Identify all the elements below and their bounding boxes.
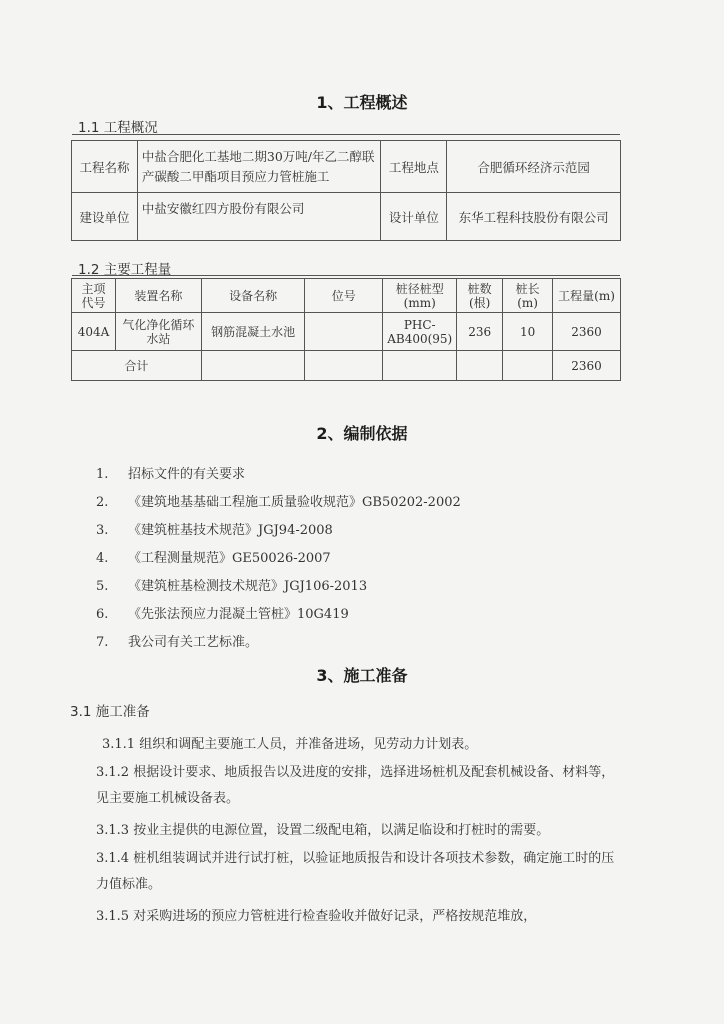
section-2-title: 2、编制依据 xyxy=(316,424,408,443)
cell-code: 404A xyxy=(72,313,116,351)
paragraph-3-1-4: 3.1.4 桩机组装调试并进行试打桩，以验证地质报告和设计各项技术参数，确定施工时的压力值标准。 xyxy=(96,851,615,892)
table-header-row xyxy=(72,279,621,313)
empty-cell xyxy=(503,351,553,381)
project-name-value: 中盐合肥化工基地二期30万吨/年乙二醇联产碳酸二甲酯项目预应力管桩施工 xyxy=(137,141,381,193)
cell-pile-count: 236 xyxy=(457,313,503,351)
empty-cell xyxy=(383,351,457,381)
cell-pile-type: PHC-AB400(95) xyxy=(383,313,457,351)
header-cell: 桩径桩型(mm) xyxy=(383,279,457,313)
total-value: 2360 xyxy=(553,351,621,381)
subsection-rule xyxy=(72,275,620,276)
subsection-1-1-title: 1.1 工程概况 xyxy=(78,120,158,136)
section-1-title: 1、工程概述 xyxy=(316,93,408,112)
empty-cell xyxy=(457,351,503,381)
paragraph-3-1-1: 3.1.1 组织和调配主要施工人员，并准备进场，见劳动力计划表。 xyxy=(102,737,478,752)
subsection-1-2-title: 1.2 主要工程量 xyxy=(78,262,172,278)
subsection-3-1-title: 3.1 施工准备 xyxy=(70,704,150,720)
cell-quantity: 2360 xyxy=(553,313,621,351)
paragraph-3-1-2: 3.1.2 根据设计要求、地质报告以及进度的安排，选择进场桩机及配套机械设备、材料等，见主要施工机械设备表。 xyxy=(96,765,615,806)
list-item: 4. 《工程测量规范》GE50026-2007 xyxy=(96,551,331,566)
header-cell: 主项代号 xyxy=(72,279,116,313)
table-row xyxy=(72,313,621,351)
project-overview-table xyxy=(71,140,621,241)
header-cell: 桩数(根) xyxy=(457,279,503,313)
header-cell: 装置名称 xyxy=(115,279,201,313)
builder-label: 建设单位 xyxy=(72,193,138,241)
project-name-label: 工程名称 xyxy=(72,141,138,193)
table-total-row xyxy=(72,351,621,381)
total-label: 合计 xyxy=(72,351,202,381)
header-cell: 桩长(m) xyxy=(503,279,553,313)
designer-value: 东华工程科技股份有限公司 xyxy=(447,193,621,241)
header-cell: 设备名称 xyxy=(201,279,305,313)
list-item: 7. 我公司有关工艺标准。 xyxy=(96,635,259,650)
list-item: 6. 《先张法预应力混凝土管桩》10G419 xyxy=(96,607,349,622)
main-quantities-table xyxy=(71,278,621,381)
location-label: 工程地点 xyxy=(381,141,447,193)
subsection-rule xyxy=(72,134,620,135)
designer-label: 设计单位 xyxy=(381,193,447,241)
list-item: 3. 《建筑桩基技术规范》JGJ94-2008 xyxy=(96,523,333,538)
paragraph-3-1-5: 3.1.5 对采购进场的预应力管桩进行检查验收并做好记录，严格按规范堆放， xyxy=(96,909,537,924)
list-item: 5. 《建筑桩基检测技术规范》JGJ106-2013 xyxy=(96,579,368,594)
empty-cell xyxy=(201,351,305,381)
location-value: 合肥循环经济示范园 xyxy=(447,141,621,193)
section-3-title: 3、施工准备 xyxy=(316,666,408,685)
builder-value: 中盐安徽红四方股份有限公司 xyxy=(137,193,381,241)
list-item: 2. 《建筑地基基础工程施工质量验收规范》GB50202-2002 xyxy=(96,495,461,510)
header-cell: 位号 xyxy=(305,279,383,313)
cell-equipment-name: 钢筋混凝土水池 xyxy=(201,313,305,351)
list-item: 1. 招标文件的有关要求 xyxy=(96,467,246,482)
cell-tag-no xyxy=(305,313,383,351)
empty-cell xyxy=(305,351,383,381)
header-cell: 工程量(m) xyxy=(553,279,621,313)
paragraph-3-1-3: 3.1.3 按业主提供的电源位置，设置二级配电箱，以满足临设和打桩时的需要。 xyxy=(96,823,550,838)
cell-pile-length: 10 xyxy=(503,313,553,351)
cell-unit-name: 气化净化循环水站 xyxy=(115,313,201,351)
